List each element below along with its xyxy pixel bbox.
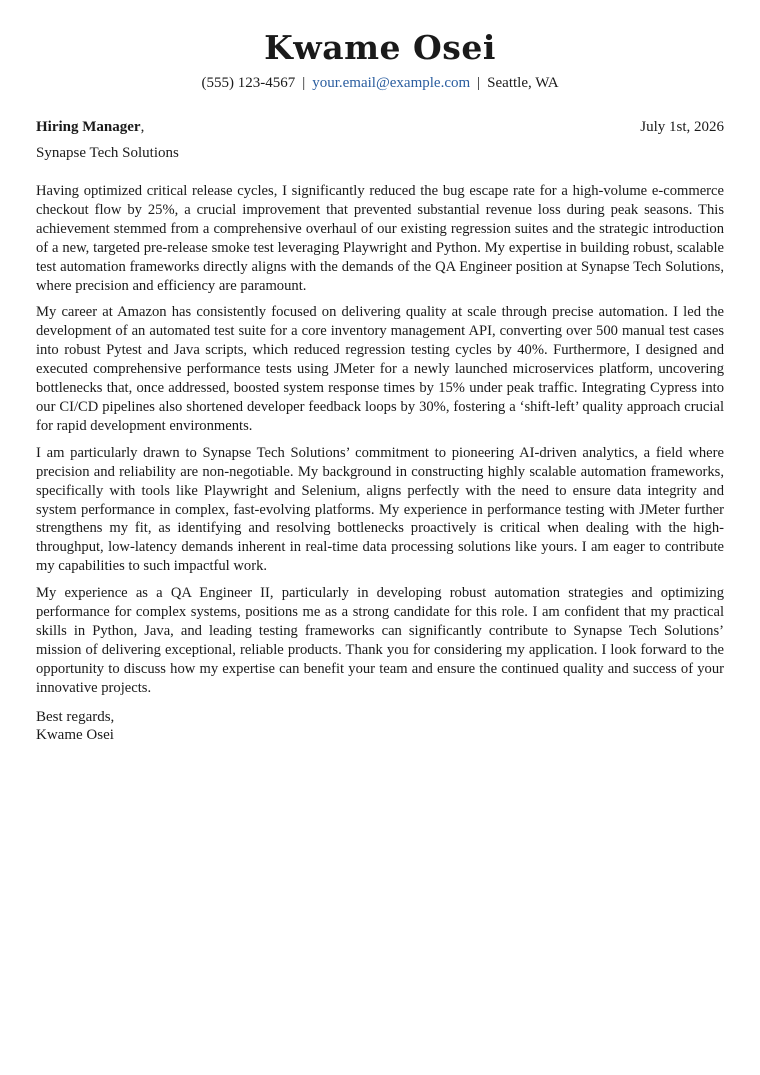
company-name: Synapse Tech Solutions <box>36 145 179 161</box>
separator: | <box>302 75 306 91</box>
signature: Kwame Osei <box>36 727 114 744</box>
paragraph: Having optimized critical release cycles, I significantly reduced the bug escape rate for a high-volume e-commerce checkout flow by 25%, a crucial improvement that prevented substantial revenue loss during peak seasons. This achievement stemmed from a comprehensive overhaul of our existing regression suites and the strategic introduction of a new, targeted pre-release smoke test leveraging Playwright and Python. My expertise in building robust, scalable test automation frameworks directly aligns with the demands of the QA Engineer position at Synapse Tech Solutions, where precision and efficiency are paramount. <box>36 183 724 294</box>
paragraph: My experience as a QA Engineer II, particularly in developing robust automation strategies and optimizing performance for complex systems, positions me as a strong candidate for this role. I am confident that my practical skills in Python, Java, and leading testing frameworks can significantly contribute to Synapse Tech Solutions’ mission of delivering exceptional, reliable products. Thank you for considering my application. I look forward to the opportunity to discuss how my expertise can benefit your team and ensure the continued quality and success of your innovative projects. <box>36 585 724 696</box>
location: Seattle, WA <box>487 75 559 91</box>
contact-line <box>36 74 724 92</box>
recipient-name: Hiring Manager <box>36 119 141 135</box>
closing-phrase: Best regards, <box>36 708 115 725</box>
recipient-line <box>36 118 144 136</box>
closing-block <box>36 708 724 745</box>
recipient-comma: , <box>140 119 145 135</box>
recipient-date-row <box>36 118 724 136</box>
cover-letter-page <box>36 28 724 745</box>
applicant-name: Kwame Osei <box>264 28 496 67</box>
paragraph: My career at Amazon has consistently focused on delivering quality at scale through precise automation. I led the development of an automated test suite for a core inventory management API, converting over 500 manual test cases into robust Pytest and Java scripts, which reduced regression testing cycles by 40%. Furthermore, I designed and executed comprehensive performance tests using JMeter for a newly launched microservices platform, uncovering bottlenecks that, once addressed, boosted system response times by 15% under peak traffic. Integrating Cypress into our CI/CD pipelines also shortened developer feedback loops by 30%, fostering a ‘shift-left’ quality approach crucial for rapid development environments. <box>36 304 724 434</box>
letter-body <box>36 182 724 698</box>
letter-date: July 1st, 2026 <box>640 119 724 135</box>
paragraph: I am particularly drawn to Synapse Tech Solutions’ commitment to pioneering AI-driven analytics, a field where precision and reliability are non-negotiable. My background in constructing highly scalable automation frameworks, specifically with tools like Playwright and Selenium, aligns perfectly with the need to ensure data integrity and system performance in complex, fast-evolving platforms. My experience in performance testing with JMeter further strengthens my fit, as identifying and resolving bottlenecks proactively is critical when dealing with the high-throughput, low-latency demands inherent in real-time data processing solutions like yours. I am eager to contribute my capabilities to such impactful work. <box>36 444 724 575</box>
separator: | <box>477 75 481 91</box>
phone-number: (555) 123-4567 <box>201 75 296 91</box>
email-link[interactable]: your.email@example.com <box>312 75 471 91</box>
